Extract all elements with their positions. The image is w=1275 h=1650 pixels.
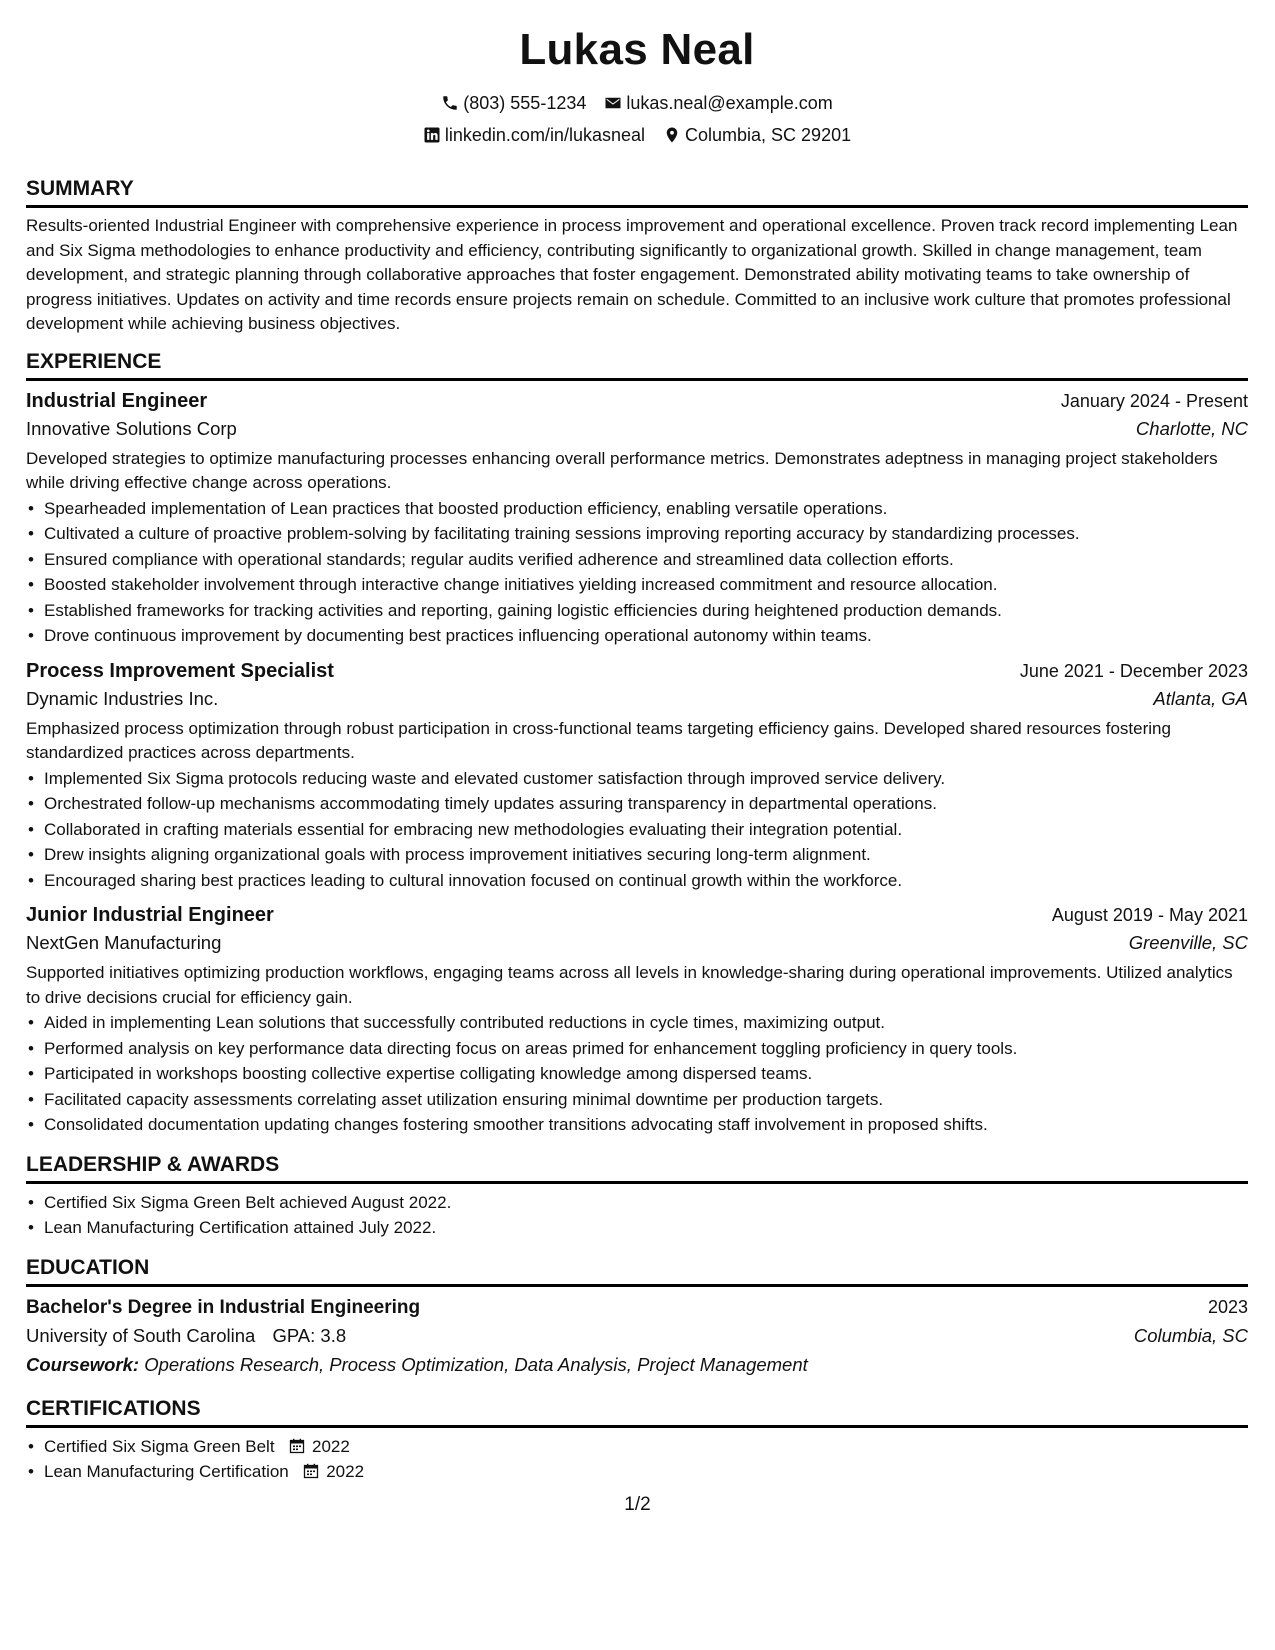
list-item: • Encouraged sharing best practices leading to cultural innovation focused on continual growth within the workforce.: [44, 868, 1248, 894]
job-location: Greenville, SC: [1128, 932, 1248, 953]
gpa: GPA: 3.8: [272, 1324, 347, 1346]
job-bullets: [26, 1010, 1248, 1138]
leadership-heading: LEADERSHIP & AWARDS: [26, 1152, 1248, 1184]
job-title: Industrial Engineer: [26, 389, 208, 412]
degree-title: Bachelor's Degree in Industrial Engineering: [26, 1296, 421, 1318]
graduation-year: 2023: [1207, 1296, 1248, 1317]
linkedin-icon: [423, 126, 441, 144]
job-entry: [26, 901, 1248, 1138]
list-item: • Spearheaded implementation of Lean practices that boosted production efficiency, enabling versatile operations.: [44, 496, 1248, 522]
school-name: University of South Carolina: [26, 1324, 256, 1346]
resume-page: [26, 0, 1248, 1485]
job-bullets: [26, 496, 1248, 649]
list-item: • Cultivated a culture of proactive problem-solving by facilitating training sessions improving reporting accuracy by standardizing processes.: [44, 521, 1248, 547]
school-info: [26, 1322, 346, 1350]
coursework: [26, 1350, 1248, 1380]
job-bullets: [26, 766, 1248, 894]
company-name: NextGen Manufacturing: [26, 932, 222, 953]
job-entry: [26, 387, 1248, 649]
list-item: • Participated in workshops boosting collective expertise colligating knowledge among dispersed teams.: [44, 1061, 1248, 1087]
list-item: • Drove continuous improvement by documenting best practices influencing operational autonomy within teams.: [44, 623, 1248, 649]
list-item: • Orchestrated follow-up mechanisms accommodating timely updates assuring transparency in departmental operations.: [44, 791, 1248, 817]
phone-contact: [441, 92, 586, 114]
experience-section: [26, 349, 1248, 1138]
coursework-list: Operations Research, Process Optimization, Data Analysis, Project Management: [144, 1353, 808, 1375]
job-title: Junior Industrial Engineer: [26, 904, 274, 926]
list-item: • Facilitated capacity assessments correlating asset utilization ensuring minimal downtime per production targets.: [44, 1087, 1248, 1113]
list-item: • Drew insights aligning organizational goals with process improvement initiatives securing long-term alignment.: [44, 842, 1248, 868]
page-number: 1/2: [624, 1494, 651, 1515]
email-text[interactable]: lukas.neal@example.com: [626, 93, 833, 113]
list-item: • Aided in implementing Lean solutions that successfully contributed reductions in cycle times, maximizing output.: [44, 1010, 1248, 1036]
list-item: • Ensured compliance with operational standards; regular audits verified adherence and streamlined data collection efforts.: [44, 547, 1248, 573]
map-pin-icon: [663, 126, 681, 144]
school-location: Columbia, SC: [1133, 1324, 1248, 1346]
education-section: [26, 1255, 1248, 1380]
job-location: Charlotte, NC: [1135, 417, 1248, 439]
list-item: [44, 1434, 1248, 1460]
summary-text: Results-oriented Industrial Engineer with comprehensive experience in process improvement and operational excellence. Proven track record implementing Lean and Six Sigma methodologies to enhance productivity and efficiency, contributing significantly to organizational growth. Skilled in change management, team development, and strategic planning through collaborative approaches that foster engagement. Demonstrated ability motivating teams to take ownership of progress initiatives. Updates on activity and time records ensure projects remain on schedule. Committed to an inclusive work culture that promotes professional development while achieving business objectives.: [26, 216, 1238, 333]
contact-line-1: [26, 92, 1248, 114]
job-dates: August 2019 - May 2021: [1051, 905, 1248, 925]
company-name: Dynamic Industries Inc.: [26, 687, 219, 709]
list-item: • Established frameworks for tracking activities and reporting, gaining logistic efficiencies during heightened production demands.: [44, 598, 1248, 624]
job-dates: January 2024 - Present: [1060, 390, 1248, 411]
job-description: Emphasized process optimization through robust participation in cross-functional teams targeting efficiency gains. Developed shared resources fostering standardized practices across departments.: [26, 718, 1171, 762]
summary-section: [26, 176, 1248, 337]
job-entry: [26, 657, 1248, 894]
cert-name: Certified Six Sigma Green Belt: [44, 1436, 275, 1456]
coursework-label: Coursework:: [26, 1353, 140, 1375]
leadership-list: [26, 1190, 1248, 1241]
cert-year: 2022: [312, 1436, 350, 1456]
list-item: • Certified Six Sigma Green Belt achieved August 2022.: [44, 1190, 1248, 1216]
leadership-section: [26, 1152, 1248, 1241]
cert-name: Lean Manufacturing Certification: [44, 1462, 289, 1481]
summary-heading: SUMMARY: [26, 176, 1248, 208]
job-title: Process Improvement Specialist: [26, 659, 334, 682]
contact-line-2: [26, 124, 1248, 146]
list-item: • Consolidated documentation updating changes fostering smoother transitions advocating staff involvement in proposed shifts.: [44, 1112, 1248, 1138]
phone-text: (803) 555-1234: [463, 93, 587, 113]
location-contact: [663, 124, 851, 146]
list-item: • Performed analysis on key performance data directing focus on areas primed for enhancement toggling proficiency in query tools.: [44, 1036, 1248, 1062]
certifications-list: [26, 1434, 1248, 1485]
list-item: • Boosted stakeholder involvement through interactive change initiatives yielding increased commitment and resource allocation.: [44, 572, 1248, 598]
cert-year: 2022: [326, 1462, 365, 1481]
calendar-icon: [303, 1463, 319, 1479]
calendar-icon: [289, 1438, 305, 1454]
candidate-name: Lukas Neal: [519, 25, 755, 74]
job-description: Developed strategies to optimize manufacturing processes enhancing overall performance metrics. Demonstrates adeptness in managing project stakeholders while driving effective change across operations.: [26, 448, 1218, 492]
list-item: • Implemented Six Sigma protocols reducing waste and elevated customer satisfaction through improved service delivery.: [44, 766, 1248, 792]
certifications-section: [26, 1396, 1248, 1485]
linkedin-text[interactable]: linkedin.com/in/lukasneal: [444, 125, 645, 145]
experience-heading: EXPERIENCE: [26, 349, 1248, 381]
phone-icon: [441, 94, 459, 112]
email-contact[interactable]: [604, 92, 832, 114]
education-heading: EDUCATION: [26, 1255, 1248, 1287]
list-item: [44, 1459, 1248, 1485]
job-dates: June 2021 - December 2023: [1019, 660, 1248, 681]
envelope-icon: [604, 94, 622, 112]
job-location: Atlanta, GA: [1153, 687, 1248, 709]
list-item: • Lean Manufacturing Certification attained July 2022.: [44, 1215, 1248, 1241]
company-name: Innovative Solutions Corp: [26, 417, 237, 439]
certifications-heading: CERTIFICATIONS: [26, 1396, 1248, 1428]
job-description: Supported initiatives optimizing production workflows, engaging teams across all levels in knowledge-sharing during operational improvements. Utilized analytics to drive decisions crucial for efficiency gain.: [26, 963, 1233, 1007]
linkedin-contact[interactable]: [423, 124, 645, 146]
list-item: • Collaborated in crafting materials essential for embracing new methodologies evaluating their integration potential.: [44, 817, 1248, 843]
location-text: Columbia, SC 29201: [685, 125, 852, 145]
